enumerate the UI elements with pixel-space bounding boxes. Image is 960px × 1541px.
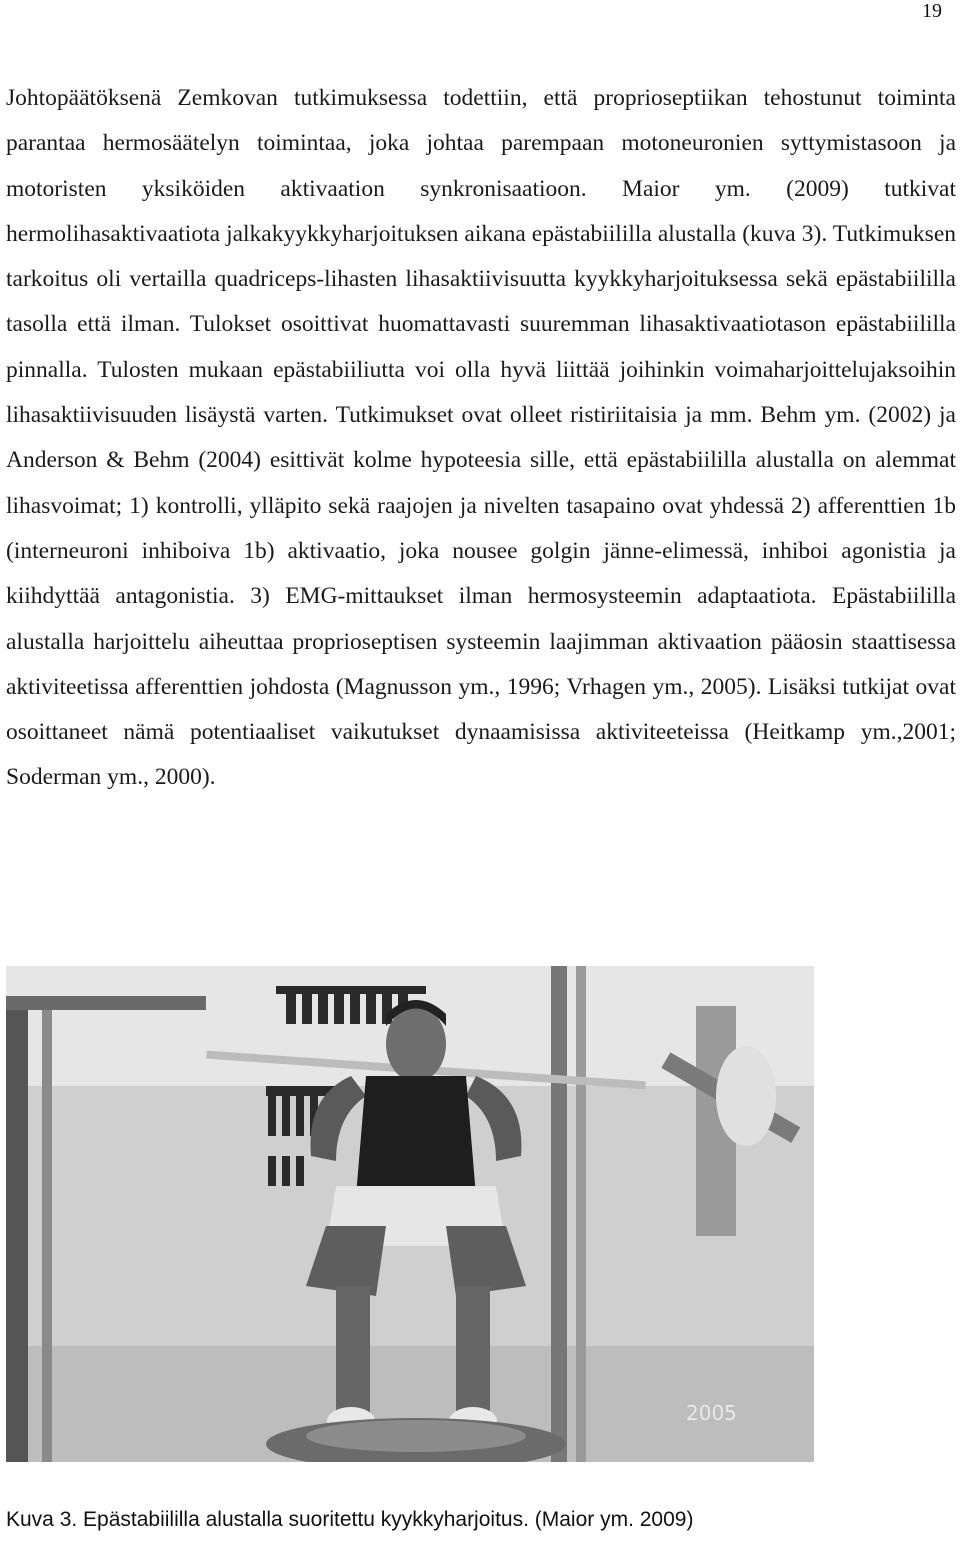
squat-photo <box>6 966 814 1462</box>
photo-watermark: 2005 <box>686 1401 737 1425</box>
page-number: 19 <box>922 0 942 22</box>
figure-caption: Kuva 3. Epästabiililla alustalla suoritettu kyykkyharjoitus. (Maior ym. 2009) <box>6 1508 694 1531</box>
body-paragraph: Johtopäätöksenä Zemkovan tutkimuksessa todettiin, että proprioseptiikan tehostunut toiminta parantaa hermosäätelyn toimintaa, joka johtaa parempaan motoneuronien syttymistasoon ja motoristen yksiköiden aktivaation synkronisaatioon. Maior ym. (2009) tutkivat hermolihasaktivaatiota jalkakyykkyharjoituksen aikana epästabiililla alustalla (kuva 3). Tutkimuksen tarkoitus oli vertailla quadriceps-lihasten lihasaktiivisuutta kyykkyharjoituksessa sekä epästabiililla tasolla että ilman. Tulokset osoittivat huomattavasti suuremman lihasaktivaatiotason epästabiililla pinnalla. Tulosten mukaan epästabiiliutta voi olla hyvä liittää joihinkin voimaharjoittelujaksoihin lihasaktiivisuuden lisäystä varten. Tutkimukset ovat olleet ristiriitaisia ja mm. Behm ym. (2002) ja Anderson & Behm (2004) esittivät kolme hypoteesia sille, että epästabiililla alustalla on alemmat lihasvoimat; 1) kontrolli, ylläpito sekä raajojen ja nivelten tasapaino ovat yhdessä 2) afferenttien 1b (interneuroni inhiboiva 1b) aktivaatio, joka nousee golgin jänne-elimessä, inhiboi agonistia ja kiihdyttää antagonistia. 3) EMG-mittaukset ilman hermosysteemin adaptaatiota. Epästabiililla alustalla harjoittelu aiheuttaa proprioseptisen systeemin laajimman aktivaation pääosin staattisessa aktiviteetissa afferenttien johdosta (Magnusson ym., 1996; Vrhagen ym., 2005). Lisäksi tutkijat ovat osoittaneet nämä potentiaaliset vaikutukset dynaamisissa aktiviteeteissa (Heitkamp ym.,2001; Soderman ym., 2000). <box>6 85 956 791</box>
